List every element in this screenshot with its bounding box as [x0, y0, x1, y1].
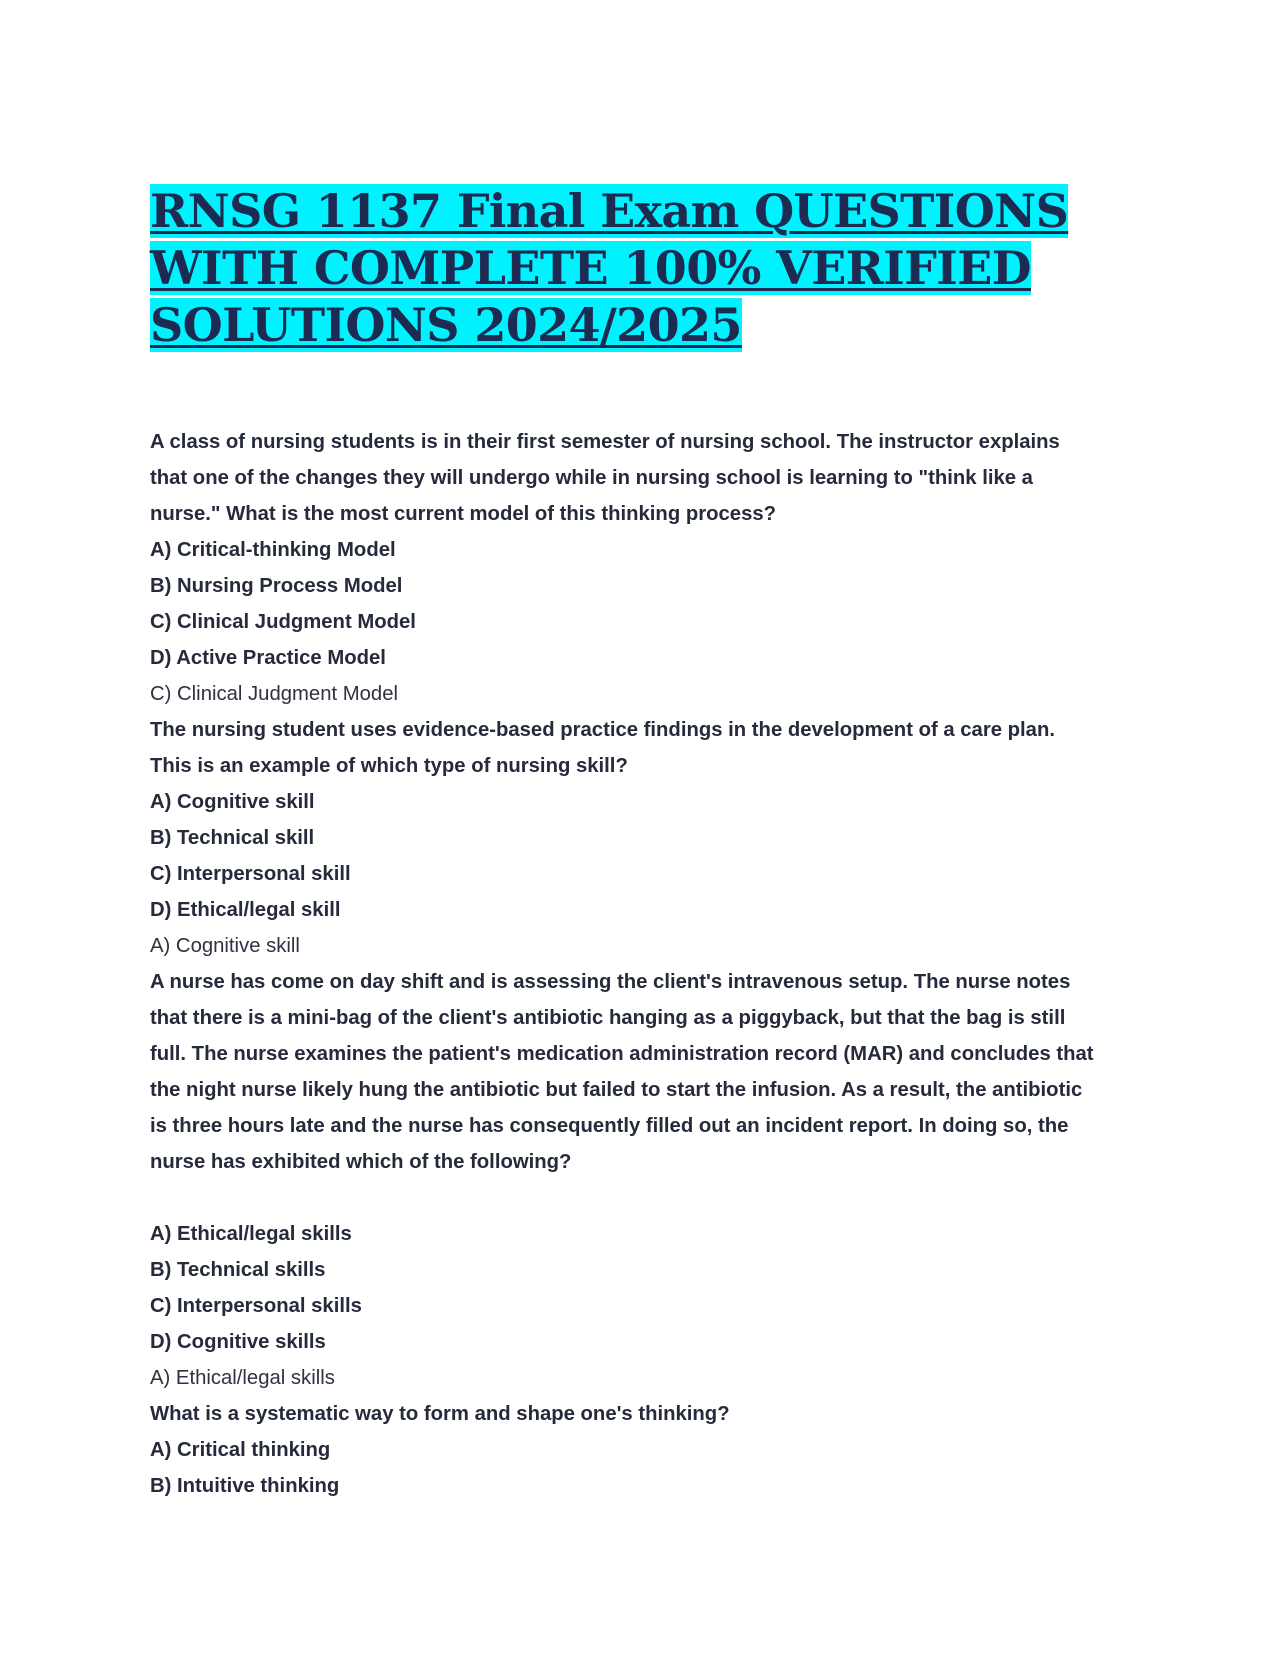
question-stem-line: that there is a mini-bag of the client's antibiotic hanging as a piggyback, but that the bag is still	[150, 1007, 1066, 1029]
question-list	[150, 424, 1140, 1504]
correct-answer: C) Clinical Judgment Model	[150, 683, 398, 705]
correct-answer: A) Cognitive skill	[150, 935, 300, 957]
title-line: RNSG 1137 Final Exam QUESTIONS	[150, 184, 1069, 238]
question-stem-line: full. The nurse examines the patient's medication administration record (MAR) and concludes that	[150, 1043, 1094, 1065]
question-stem-line: What is a systematic way to form and shape one's thinking?	[150, 1403, 730, 1425]
document-title	[150, 183, 1130, 354]
answer-option: B) Nursing Process Model	[150, 575, 403, 597]
question-block	[150, 424, 1140, 712]
title-line: SOLUTIONS 2024/2025	[150, 298, 742, 352]
question-block	[150, 1396, 1140, 1504]
question-stem-line: that one of the changes they will undergo while in nursing school is learning to "think like a	[150, 467, 1033, 489]
question-stem-line: the night nurse likely hung the antibiotic but failed to start the infusion. As a result, the antibiotic	[150, 1079, 1083, 1101]
title-line: WITH COMPLETE 100% VERIFIED	[150, 241, 1031, 295]
answer-option: B) Intuitive thinking	[150, 1475, 340, 1497]
answer-option: A) Critical-thinking Model	[150, 539, 396, 561]
question-stem-line: A class of nursing students is in their first semester of nursing school. The instructor explains	[150, 431, 1060, 453]
question-stem-line: is three hours late and the nurse has consequently filled out an incident report. In doing so, the	[150, 1115, 1069, 1137]
answer-option: B) Technical skills	[150, 1259, 326, 1281]
question-stem-line: nurse." What is the most current model of this thinking process?	[150, 503, 777, 525]
question-stem-line: This is an example of which type of nursing skill?	[150, 755, 628, 777]
question-stem-line: A nurse has come on day shift and is assessing the client's intravenous setup. The nurse notes	[150, 971, 1071, 993]
question-block	[150, 712, 1140, 964]
answer-option: D) Active Practice Model	[150, 647, 386, 669]
question-stem-line: nurse has exhibited which of the following?	[150, 1151, 572, 1173]
answer-option: D) Cognitive skills	[150, 1331, 326, 1353]
answer-option: A) Cognitive skill	[150, 791, 315, 813]
question-block	[150, 964, 1140, 1396]
correct-answer: A) Ethical/legal skills	[150, 1367, 335, 1389]
answer-option: B) Technical skill	[150, 827, 315, 849]
answer-option: C) Interpersonal skills	[150, 1295, 362, 1317]
answer-option: C) Interpersonal skill	[150, 863, 351, 885]
question-stem-line: The nursing student uses evidence-based practice findings in the development of a care plan.	[150, 719, 1055, 741]
blank-line	[150, 1180, 1140, 1216]
answer-option: C) Clinical Judgment Model	[150, 611, 416, 633]
answer-option: D) Ethical/legal skill	[150, 899, 341, 921]
answer-option: A) Ethical/legal skills	[150, 1223, 352, 1245]
answer-option: A) Critical thinking	[150, 1439, 331, 1461]
